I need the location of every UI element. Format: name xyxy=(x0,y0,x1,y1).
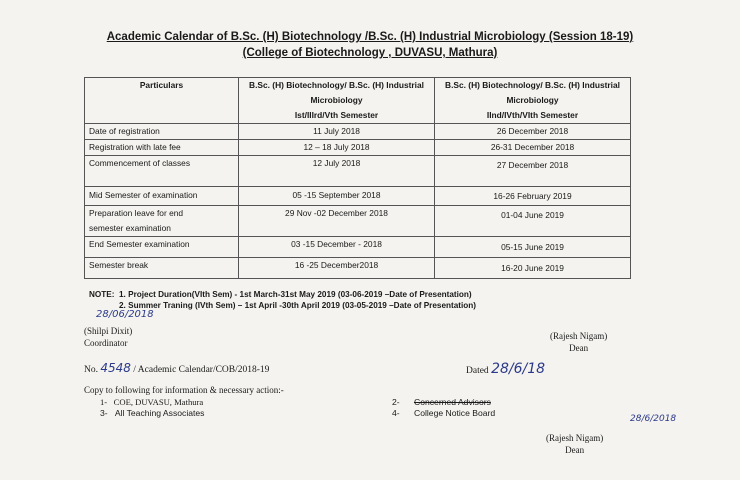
table-row: Date of registration 11 July 2018 26 December 2018 xyxy=(85,124,631,140)
dean-name: (Rajesh Nigam) xyxy=(550,331,608,341)
notes-block xyxy=(89,289,476,311)
reference-handwritten-number: 4548 xyxy=(100,361,131,375)
dean-name: (Rajesh Nigam) xyxy=(546,433,604,443)
dated-field: Dated 28/6/18 xyxy=(466,361,546,377)
note-summer-training: 2. Summer Traning (IVth Sem) – 1st April -30th April 2019 (03-05-2019 –Date of Presentation) xyxy=(119,301,477,310)
calendar-table xyxy=(84,77,631,279)
document-subtitle: (College of Biotechnology , DUVASU, Mathura) xyxy=(242,47,498,59)
document-title: Academic Calendar of B.Sc. (H) Biotechnology /B.Sc. (H) Industrial Microbiology (Session 18-19) xyxy=(106,31,634,43)
table-row: Mid Semester of examination 05 -15 September 2018 16-26 February 2019 xyxy=(85,187,631,206)
dean-role: Dean xyxy=(569,343,589,353)
coordinator-role: Coordinator xyxy=(84,338,128,348)
dean-signature-top xyxy=(550,330,607,354)
list-item: 3- All Teaching Associates xyxy=(100,408,205,418)
table-row: Commencement of classes 12 July 2018 27 December 2018 xyxy=(85,156,631,187)
note-project: 1. Project Duration(VIth Sem) - 1st March-31st May 2019 (03-06-2019 –Date of Presentation) xyxy=(119,290,472,299)
copy-to-intro: Copy to following for information & necessary action:- xyxy=(84,385,284,395)
header-even-semester: B.Sc. (H) Biotechnology/ B.Sc. (H) Industrial Microbiology IInd/IVth/VIth Semester xyxy=(435,78,631,124)
coordinator-name: (Shilpi Dixit) xyxy=(84,326,133,336)
dean-role: Dean xyxy=(565,445,585,455)
dean-signature-bottom xyxy=(546,432,603,456)
table-row: Semester break 16 -25 December2018 16-20 June 2019 xyxy=(85,258,631,279)
list-item: 2- Concerned Advisors xyxy=(392,397,491,407)
table-row: Registration with late fee 12 – 18 July 2018 26-31 December 2018 xyxy=(85,140,631,156)
dated-handwritten-value: 28/6/18 xyxy=(491,361,546,377)
notes-label: NOTE: xyxy=(89,290,115,299)
handwritten-signature-date: 28/06/2018 xyxy=(96,309,154,320)
table-row: End Semester examination 03 -15 December - 2018 05-15 June 2019 xyxy=(85,237,631,258)
dean-handwritten-date: 28/6/2018 xyxy=(630,414,677,424)
list-item: 4- College Notice Board xyxy=(392,408,496,418)
header-particulars: Particulars xyxy=(85,78,239,124)
coordinator-signature xyxy=(84,309,154,349)
list-item: 1- COE, DUVASU, Mathura xyxy=(100,397,204,407)
reference-number: No. 4548 / Academic Calendar/COB/2018-19 xyxy=(84,361,270,375)
table-header-row xyxy=(85,78,631,124)
table-row: Preparation leave for end semester examination 29 Nov -02 December 2018 01-04 June 2019 xyxy=(85,206,631,237)
header-odd-semester: B.Sc. (H) Biotechnology/ B.Sc. (H) Industrial Microbiology Ist/IIIrd/Vth Semester xyxy=(239,78,435,124)
